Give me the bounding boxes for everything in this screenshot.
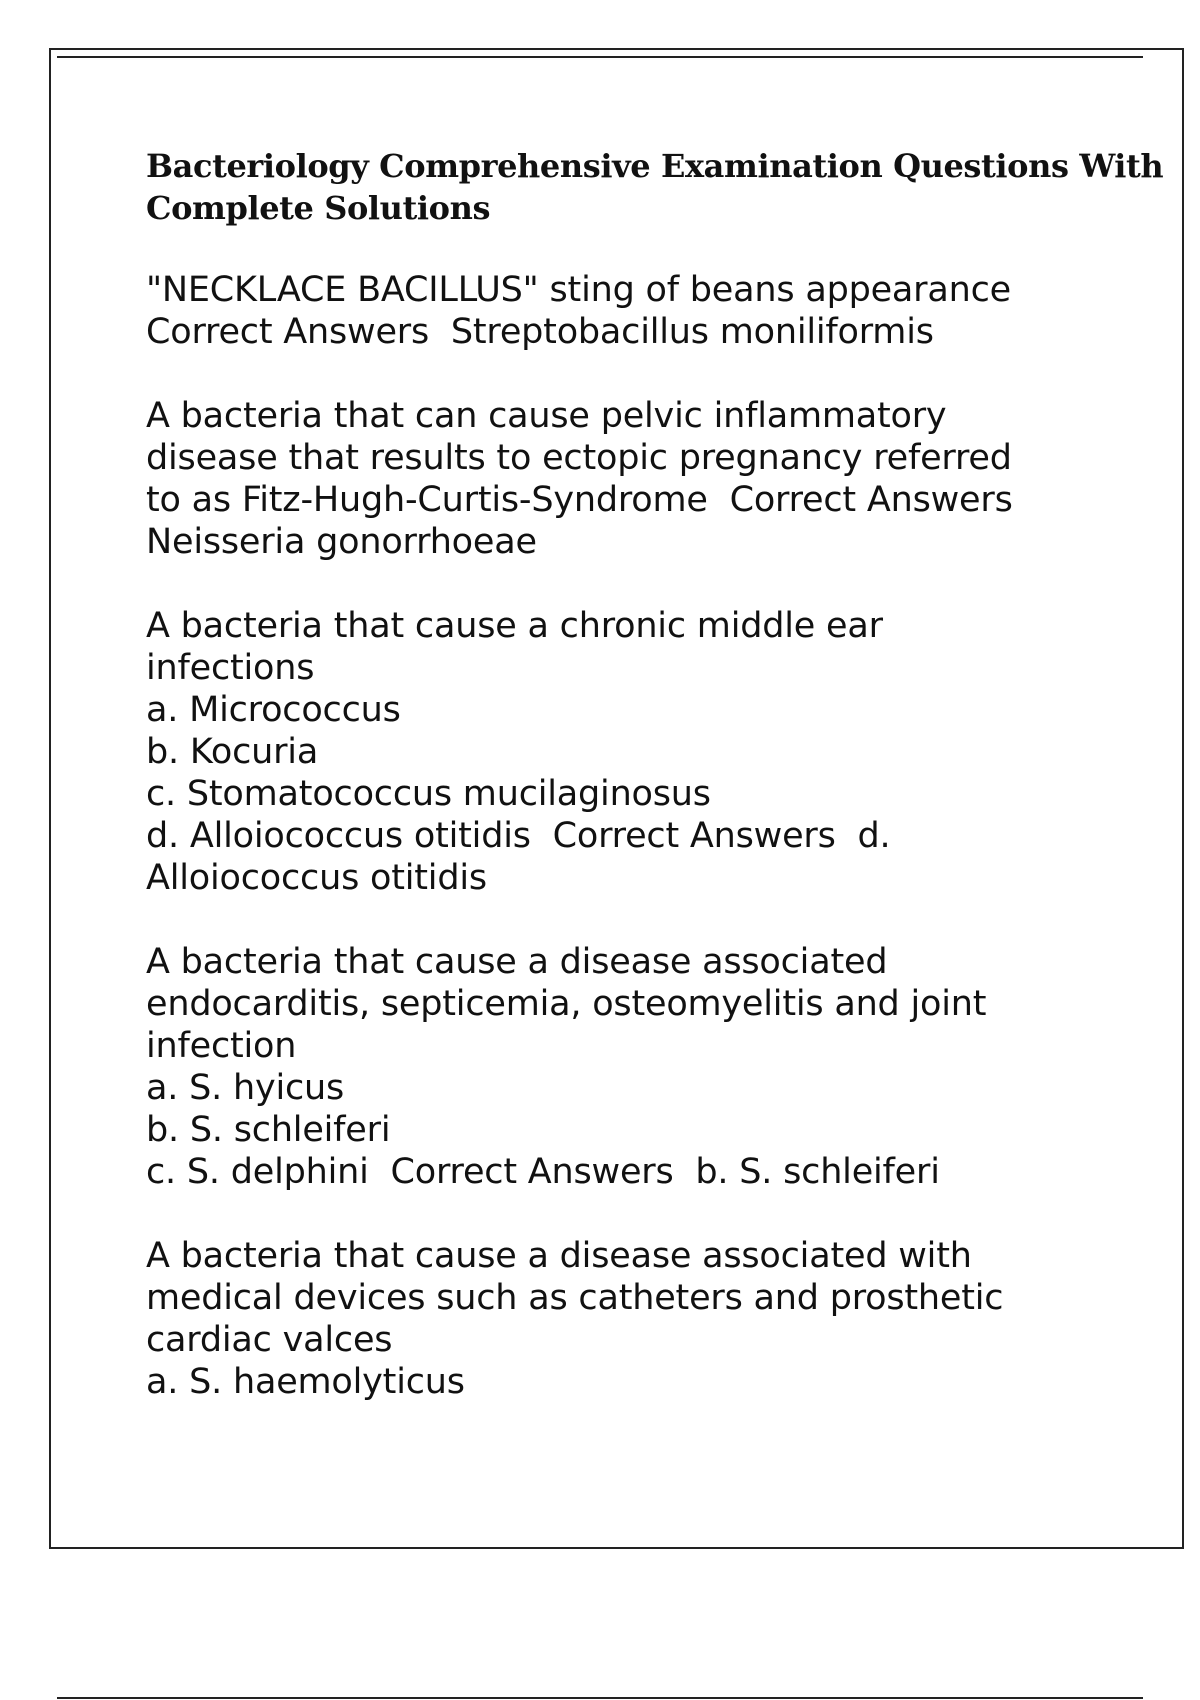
option-line: a. S. hyicus bbox=[146, 1068, 345, 1108]
question-line: A bacteria that cause a disease associated bbox=[146, 942, 888, 982]
option-line: c. Stomatococcus mucilaginosus bbox=[146, 774, 711, 814]
question-line: endocarditis, septicemia, osteomyelitis and joint bbox=[146, 984, 987, 1024]
document-title bbox=[146, 145, 1164, 229]
question-line: A bacteria that can cause pelvic inflammatory bbox=[146, 396, 947, 436]
option-line: a. S. haemolyticus bbox=[146, 1362, 465, 1402]
option-line: b. Kocuria bbox=[146, 732, 319, 772]
question-line: medical devices such as catheters and prosthetic bbox=[146, 1278, 1004, 1318]
qa-block-middle-ear bbox=[146, 605, 1106, 899]
qa-block-necklace-bacillus bbox=[146, 269, 1106, 353]
question-line: disease that results to ectopic pregnancy referred bbox=[146, 438, 1012, 478]
title-line: Complete Solutions bbox=[146, 189, 491, 227]
question-line: "NECKLACE BACILLUS" sting of beans appearance bbox=[146, 270, 1011, 310]
title-line: Bacteriology Comprehensive Examination Questions With bbox=[146, 147, 1164, 185]
answer-line: Alloiococcus otitidis bbox=[146, 858, 487, 898]
question-line: infections bbox=[146, 648, 315, 688]
answer-line: Neisseria gonorrhoeae bbox=[146, 522, 537, 562]
answer-line: Correct Answers Streptobacillus moniliformis bbox=[146, 312, 934, 352]
question-line: to as Fitz-Hugh-Curtis-Syndrome Correct Answers bbox=[146, 480, 1013, 520]
option-line: b. S. schleiferi bbox=[146, 1110, 391, 1150]
question-line: A bacteria that cause a disease associated with bbox=[146, 1236, 972, 1276]
document-body bbox=[146, 145, 1164, 1445]
top-rule bbox=[57, 56, 1143, 58]
option-line: c. S. delphini Correct Answers b. S. schleiferi bbox=[146, 1152, 940, 1192]
option-line: a. Micrococcus bbox=[146, 690, 401, 730]
bottom-rule bbox=[57, 1697, 1143, 1699]
question-line: infection bbox=[146, 1026, 297, 1066]
qa-block-fitz-hugh-curtis bbox=[146, 395, 1106, 563]
question-line: cardiac valces bbox=[146, 1320, 393, 1360]
qa-block-medical-devices bbox=[146, 1235, 1106, 1403]
question-line: A bacteria that cause a chronic middle ear bbox=[146, 606, 883, 646]
qa-block-endocarditis bbox=[146, 941, 1106, 1193]
option-line: d. Alloiococcus otitidis Correct Answers d. bbox=[146, 816, 891, 856]
